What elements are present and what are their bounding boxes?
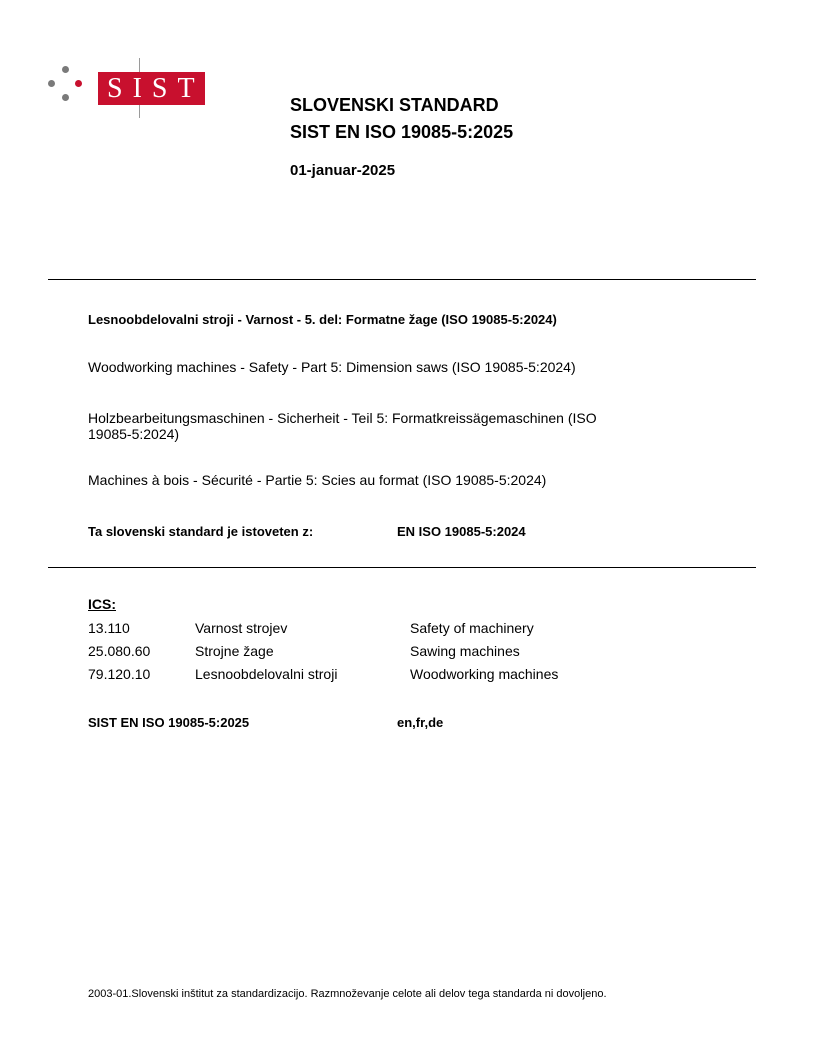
identity-label: Ta slovenski standard je istoveten z: — [88, 524, 314, 539]
ics-code: 79.120.10 — [88, 666, 151, 682]
sist-logo: SIST — [98, 72, 205, 105]
bottom-divider — [48, 567, 756, 568]
ics-slovenian: Varnost strojev — [195, 620, 288, 636]
title-german-line2: 19085-5:2024) — [88, 426, 180, 442]
summary-languages: en,fr,de — [397, 715, 444, 730]
ics-slovenian: Strojne žage — [195, 643, 274, 659]
copyright-footer: 2003-01.Slovenski inštitut za standardizacijo. Razmnoževanje celote ali delov tega standarda ni dovoljeno. — [88, 988, 607, 1000]
summary-standard: SIST EN ISO 19085-5:2025 — [88, 715, 250, 730]
logo-dots-icon — [48, 66, 82, 108]
standard-number: SIST EN ISO 19085-5:2025 — [290, 122, 514, 142]
title-german-line1: Holzbearbeitungsmaschinen - Sicherheit - Teil 5: Formatkreissägemaschinen (ISO — [88, 410, 597, 426]
title-slovenian: Lesnoobdelovalni stroji - Varnost - 5. del: Formatne žage (ISO 19085-5:2024) — [88, 312, 557, 327]
identity-value: EN ISO 19085-5:2024 — [397, 524, 526, 539]
title-english: Woodworking machines - Safety - Part 5: Dimension saws (ISO 19085-5:2024) — [88, 359, 576, 375]
publication-date: 01-januar-2025 — [290, 162, 396, 179]
standard-heading: SLOVENSKI STANDARD — [290, 95, 499, 115]
ics-row — [88, 643, 708, 665]
ics-slovenian: Lesnoobdelovalni stroji — [195, 666, 338, 682]
ics-row — [88, 620, 708, 642]
ics-english: Woodworking machines — [410, 666, 559, 682]
ics-english: Safety of machinery — [410, 620, 534, 636]
ics-row — [88, 666, 708, 688]
top-divider — [48, 279, 756, 280]
ics-heading: ICS: — [88, 596, 116, 612]
title-french: Machines à bois - Sécurité - Partie 5: Scies au format (ISO 19085-5:2024) — [88, 472, 547, 488]
ics-english: Sawing machines — [410, 643, 520, 659]
ics-code: 13.110 — [88, 620, 130, 636]
ics-code: 25.080.60 — [88, 643, 151, 659]
